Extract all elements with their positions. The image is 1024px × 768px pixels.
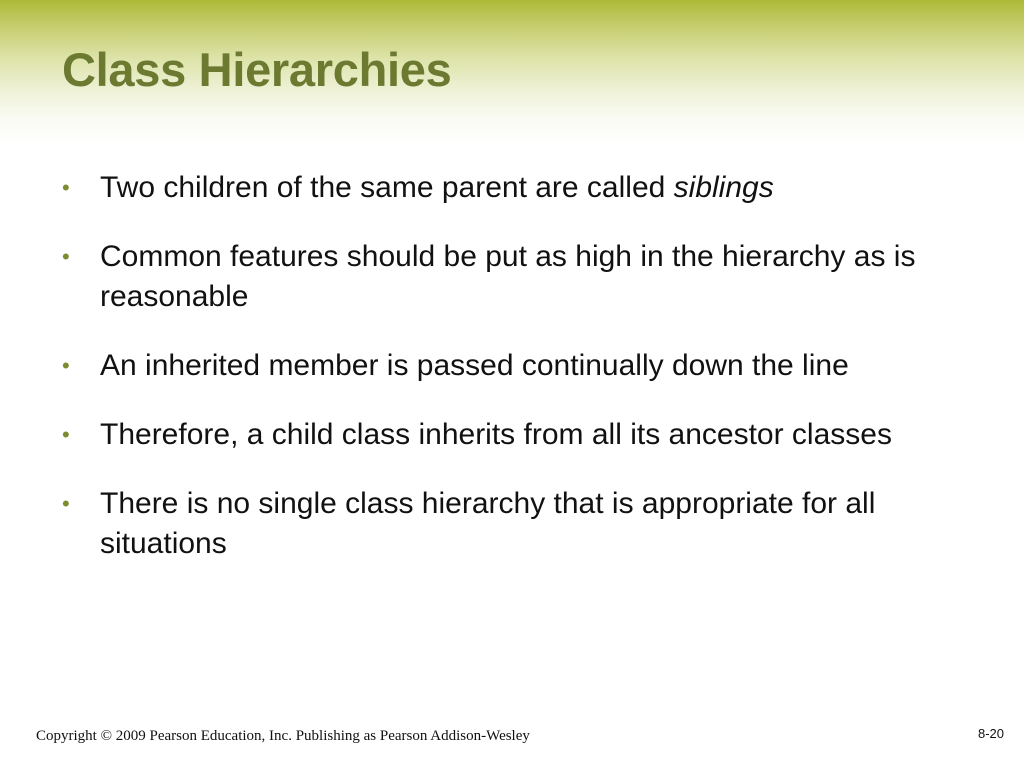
bullet-icon: • bbox=[62, 175, 70, 200]
bullet-text: An inherited member is passed continually down the line bbox=[100, 349, 849, 382]
bullet-emphasis: siblings bbox=[673, 171, 774, 204]
bullet-item bbox=[62, 168, 962, 208]
bullet-icon: • bbox=[62, 491, 70, 516]
bullet-list bbox=[62, 168, 962, 593]
bullet-item bbox=[62, 346, 962, 386]
bullet-item bbox=[62, 415, 962, 455]
bullet-text: Common features should be put as high in the hierarchy as is reasonable bbox=[100, 240, 916, 313]
bullet-text: Therefore, a child class inherits from all its ancestor classes bbox=[100, 418, 892, 451]
bullet-text-main: Two children of the same parent are called bbox=[100, 171, 674, 204]
bullet-icon: • bbox=[62, 422, 70, 447]
bullet-icon: • bbox=[62, 244, 70, 269]
slide-title: Class Hierarchies bbox=[62, 43, 452, 96]
bullet-icon: • bbox=[62, 353, 70, 378]
bullet-text bbox=[100, 168, 774, 208]
bullet-text: There is no single class hierarchy that is appropriate for all situations bbox=[100, 487, 876, 560]
bullet-item bbox=[62, 484, 962, 564]
page-number: 8-20 bbox=[977, 726, 1004, 741]
copyright-footer: Copyright © 2009 Pearson Education, Inc. Publishing as Pearson Addison-Wesley bbox=[36, 728, 530, 744]
bullet-item bbox=[62, 237, 962, 317]
